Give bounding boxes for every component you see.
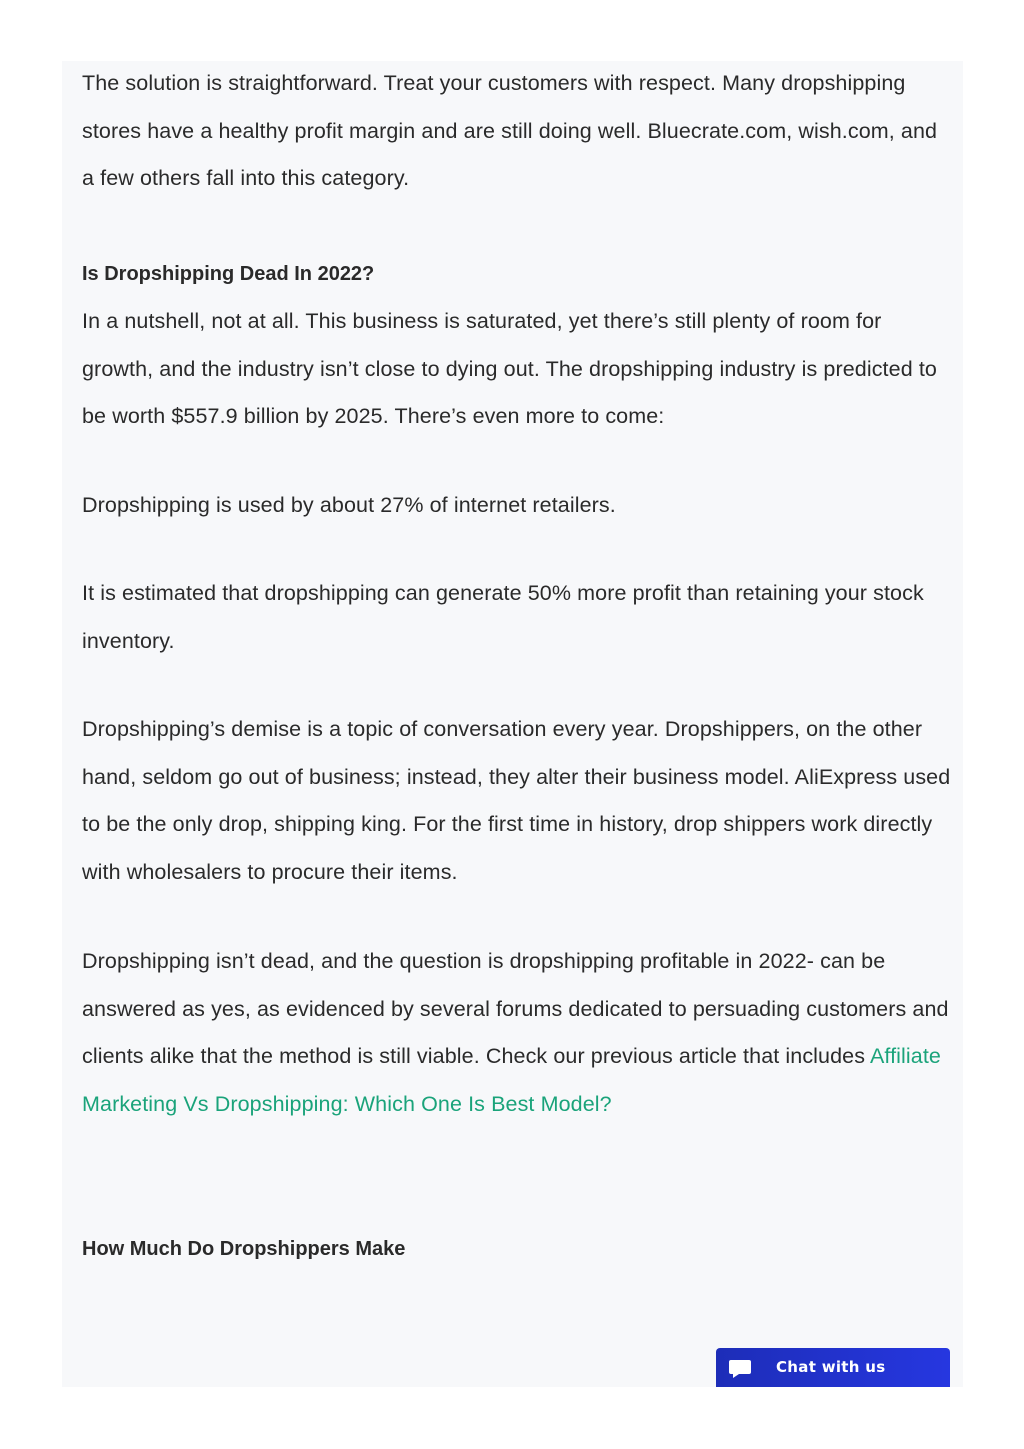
heading-is-dropshipping-dead: Is Dropshipping Dead In 2022? [82, 263, 375, 285]
paragraph-not-dead-text: Dropshipping isn’t dead, and the question is dropshipping profitable in 2022- can be answered as yes, as evidenced by several forums dedicated to persuading customers and clients alike that the method is still viable. Check our previous article that includes [82, 949, 949, 1068]
paragraph-retailers-stat: Dropshipping is used by about 27% of internet retailers. [82, 493, 616, 517]
paragraph-solution: The solution is straightforward. Treat your customers with respect. Many dropshipping stores have a healthy profit margin and are still doing well. Bluecrate.com, wish.com, and a few others fall into this category. [82, 71, 938, 190]
article-panel [62, 61, 963, 1387]
affiliate-vs-dropshipping-link[interactable]: Affiliate Marketing Vs Dropshipping: Which One Is Best Model? [82, 1044, 941, 1116]
paragraph-profit-stat: It is estimated that dropshipping can generate 50% more profit than retaining your stock inventory. [82, 581, 924, 653]
chat-widget-label: Chat with us [776, 1358, 886, 1376]
chat-bubble-icon [728, 1356, 752, 1380]
paragraph-nutshell: In a nutshell, not at all. This business is saturated, yet there’s still plenty of room for growth, and the industry isn’t close to dying out. The dropshipping industry is predicted to be worth $557.9 billion by 2025. There’s even more to come: [82, 309, 937, 428]
chat-widget-button[interactable] [716, 1348, 950, 1387]
paragraph-demise: Dropshipping’s demise is a topic of conversation every year. Dropshippers, on the other hand, seldom go out of business; instead, they alter their business model. AliExpress used to be the only drop, shipping king. For the first time in history, drop shippers work directly with wholesalers to procure their items. [82, 717, 951, 884]
paragraph-not-dead [82, 938, 952, 1128]
heading-how-much-dropshippers-make: How Much Do Dropshippers Make [82, 1238, 406, 1260]
